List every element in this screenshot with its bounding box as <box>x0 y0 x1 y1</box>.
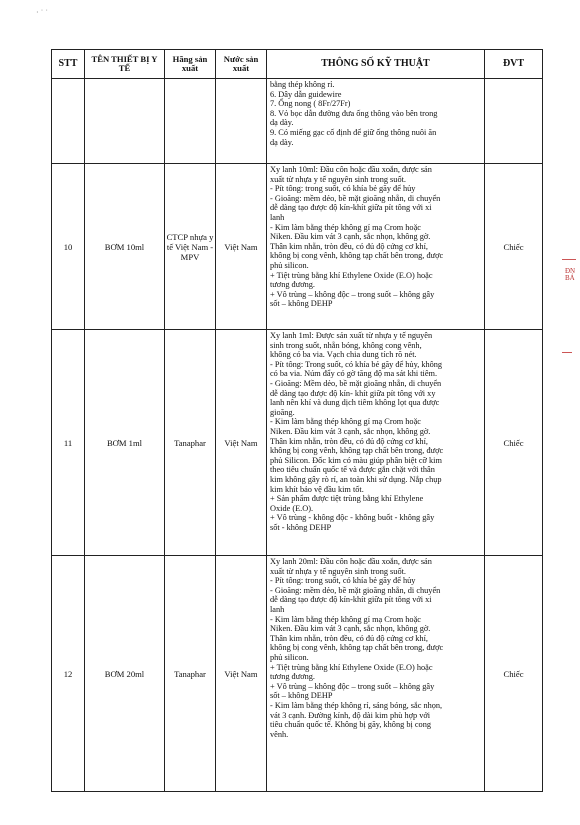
row-stt <box>52 79 85 164</box>
spec-line: lanh <box>270 212 285 222</box>
spec-line: Thân kim nhẵn, tròn đều, có đủ độ cứng cơ khí, <box>270 241 428 251</box>
row-manufacturer <box>165 79 216 164</box>
spec-line: vát 3 cạnh. Đường kính, độ dài kim phù hợp với <box>270 710 431 720</box>
spec-line: Thân kim nhẵn, tròn đều, có đủ độ cứng cơ khí, <box>270 633 428 643</box>
row-unit: Chiếc <box>485 556 543 792</box>
spec-line: bằng thép không rỉ. <box>270 80 335 89</box>
spec-line: Niken. Đầu kim vát 3 cạnh, sắc nhọn, không gờ. <box>270 232 431 242</box>
scan-specks: · ˙ ˙ <box>36 8 48 17</box>
spec-line: - Pít tông: trong suốt, có khía bẻ gãy để hủy <box>270 184 416 194</box>
spec-line: - Gioăng: mềm dẻo, bề mặt gioăng nhẵn, di chuyển <box>270 193 441 203</box>
row-device-name: BƠM 1ml <box>85 330 165 556</box>
row-unit: Chiếc <box>485 330 543 556</box>
header-maker: Hãng sản xuất <box>165 50 216 79</box>
spec-table <box>51 49 543 792</box>
row-manufacturer: CTCP nhựa y tế Việt Nam - MPV <box>165 164 216 330</box>
row-country <box>216 79 267 164</box>
spec-line: lanh nên khí và dung dịch tiêm không lọt qua được <box>270 398 440 408</box>
spec-line: tiêu chuẩn quốc tế. Không bị gãy, không bị cong <box>270 720 431 730</box>
row-country: Việt Nam <box>216 164 267 330</box>
spec-line: dễ dàng tạo được độ kín- khít giữa pít tông với xy <box>270 388 436 398</box>
spec-line: sốt – không DEHP <box>270 299 333 309</box>
row-specification <box>267 79 485 164</box>
spec-line: + Sản phẩm được tiệt trùng bằng khí Ethylene <box>270 494 424 504</box>
header-spec: THÔNG SỐ KỸ THUẬT <box>267 50 485 79</box>
spec-line: Xy lanh 1ml: Được sản xuất từ nhựa y tế nguyên <box>270 331 433 340</box>
spec-line: 7. Ống nong ( 8Fr/27Fr) <box>270 99 351 109</box>
row-device-name <box>85 79 165 164</box>
row-stt: 11 <box>52 330 85 556</box>
spec-line: - Kim làm bằng thép không gỉ mạ Crom hoặc <box>270 222 421 232</box>
spec-line: dễ dàng tạo được độ kín-khít giữa pít tông với xi <box>270 595 432 605</box>
header-device: TÊN THIẾT BỊ Y TẾ <box>85 50 165 79</box>
spec-line: gioăng. <box>270 407 295 417</box>
stamp-edge-line <box>562 259 576 260</box>
row-device-name: BƠM 10ml <box>85 164 165 330</box>
table-row <box>52 556 543 792</box>
spec-line: không bị cong vênh, không tạp chất bên trong, được <box>270 446 444 456</box>
spec-line: phủ silicon. <box>270 260 309 270</box>
spec-line: + Vô trùng – không độc – trong suốt – không gây <box>270 681 435 691</box>
spec-line: kim khít bảo vệ đầu kim tốt. <box>270 484 364 494</box>
spec-line: có ba via. Núm đẩy có gờ tăng độ ma sát khi tiêm. <box>270 369 438 379</box>
spec-line: tương đương. <box>270 280 315 290</box>
spec-line: + Vô trùng – không độc – trong suốt – không gây <box>270 289 435 299</box>
spec-line: không có ba via. Vạch chia dung tích rõ nét. <box>270 350 417 360</box>
row-manufacturer: Tanaphar <box>165 556 216 792</box>
spec-line: lanh <box>270 604 285 614</box>
spec-line: tương đương. <box>270 672 315 682</box>
spec-line: Xy lanh 10ml: Đầu côn hoặc đầu xoắn, được sản <box>270 165 432 174</box>
spec-line: - Kim làm bằng thép không gỉ mạ Crom hoặc <box>270 417 421 427</box>
header-country: Nước sản xuất <box>216 50 267 79</box>
spec-line: 9. Có miếng gạc cố định để giữ ống thông nuôi ăn <box>270 127 437 137</box>
spec-line: phủ Silicon. Đốc kim có màu giúp phân biệt cỡ kim <box>270 455 442 465</box>
spec-line: + Tiệt trùng bằng khí Ethylene Oxide (E.O) hoặc <box>270 662 433 672</box>
row-specification <box>267 330 485 556</box>
row-stt: 10 <box>52 164 85 330</box>
row-unit <box>485 79 543 164</box>
header-stt: STT <box>52 50 85 79</box>
spec-line: xuất từ nhựa y tế nguyên sinh trong suốt. <box>270 566 406 576</box>
row-manufacturer: Tanaphar <box>165 330 216 556</box>
spec-line: dạ dày. <box>270 118 294 128</box>
spec-line: kim không gây rò rỉ, an toàn khi sử dụng. Nắp chụp <box>270 474 442 484</box>
spec-line: dạ dày. <box>270 137 294 147</box>
spec-line: sinh trong suốt, nhẵn bóng, không cong vênh, <box>270 340 422 350</box>
row-unit: Chiếc <box>485 164 543 330</box>
spec-line: Oxide (E.O). <box>270 503 314 513</box>
spec-line: không bị cong vênh, không tạp chất bên trong, được <box>270 643 444 653</box>
spec-line: - Kim làm bằng thép không gỉ mạ Crom hoặc <box>270 614 421 624</box>
spec-line: Xy lanh 20ml: Đầu côn hoặc đầu xoắn, được sản <box>270 557 432 566</box>
spec-line: - Pít tông: trong suốt, có khía bẻ gãy để hủy <box>270 576 416 586</box>
spec-line: dễ dàng tạo được độ kín-khít giữa pít tông với xi <box>270 203 432 213</box>
row-specification <box>267 556 485 792</box>
spec-line: Niken. Đầu kim vát 3 cạnh, sắc nhọn, không gờ. <box>270 624 431 634</box>
row-stt: 12 <box>52 556 85 792</box>
spec-line: phủ silicon. <box>270 652 309 662</box>
spec-line: xuất từ nhựa y tế nguyên sinh trong suốt. <box>270 174 406 184</box>
spec-line: 6. Dây dẫn guidewire <box>270 89 342 99</box>
spec-line: Thân kim nhẵn, tròn đều, có đủ độ cứng cơ khí, <box>270 436 428 446</box>
row-device-name: BƠM 20ml <box>85 556 165 792</box>
table-row <box>52 164 543 330</box>
stamp-fragment: ĐN BÁ <box>565 267 576 282</box>
spec-line: theo tiêu chuẩn quốc tế và được gắn chặt với thân <box>270 465 435 475</box>
table-row <box>52 330 543 556</box>
spec-line: không bị cong vênh, không tạp chất bên trong, được <box>270 251 444 261</box>
spec-line: 8. Vỏ bọc dẫn đường đưa ống thông vào bên trong <box>270 108 438 118</box>
spec-line: + Vô trùng - không độc - không buốt - không gây <box>270 513 435 523</box>
table-header-row <box>52 50 543 79</box>
spec-line: + Tiệt trùng bằng khí Ethylene Oxide (E.O) hoặc <box>270 270 433 280</box>
spec-line: Niken. Đầu kim vát 3 cạnh, sắc nhọn, không gờ. <box>270 426 431 436</box>
header-unit: ĐVT <box>485 50 543 79</box>
stamp-edge-line <box>562 352 572 353</box>
spec-line: sốt - không DEHP <box>270 522 332 532</box>
spec-line: - Kim làm bằng thép không rỉ, sáng bóng, sắc nhọn, <box>270 700 443 710</box>
row-country: Việt Nam <box>216 330 267 556</box>
row-specification <box>267 164 485 330</box>
spec-line: - Gioăng: mềm dẻo, bề mặt gioăng nhẵn, di chuyển <box>270 585 441 595</box>
row-country: Việt Nam <box>216 556 267 792</box>
spec-line: - Gioăng: Mềm dẻo, bề mặt gioăng nhẵn, di chuyển <box>270 378 442 388</box>
spec-line: vênh. <box>270 729 289 739</box>
table-row <box>52 79 543 164</box>
spec-line: sốt – không DEHP <box>270 691 333 701</box>
spec-line: - Pít tông: Trong suốt, có khía bẻ gãy để hủy, không <box>270 359 443 369</box>
